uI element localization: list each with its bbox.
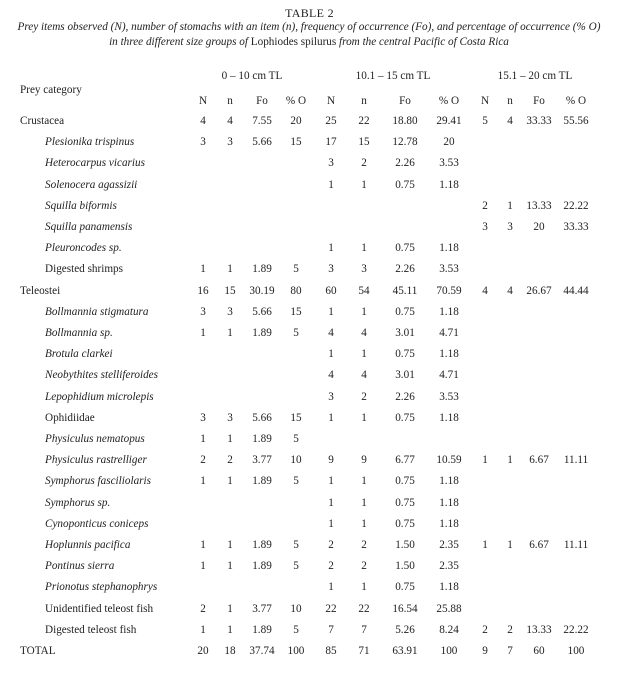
value-cell: 5 bbox=[293, 539, 299, 551]
value-cell: 60 bbox=[325, 284, 337, 297]
prey-category-cell: Squilla biformis bbox=[45, 199, 117, 212]
value-cell: 1 bbox=[328, 411, 334, 424]
value-cell: 0.75 bbox=[395, 517, 415, 530]
value-cell: 1.89 bbox=[252, 560, 272, 573]
value-cell: 10.59 bbox=[436, 454, 462, 467]
value-cell: 3 bbox=[482, 221, 488, 233]
column-header: N bbox=[326, 95, 336, 107]
value-cell: 0.75 bbox=[395, 178, 415, 191]
value-cell: 13.33 bbox=[526, 623, 552, 636]
value-cell: 2.26 bbox=[395, 390, 415, 403]
value-cell: 16 bbox=[197, 284, 209, 297]
value-cell: 55.56 bbox=[563, 115, 589, 127]
value-cell: 0.75 bbox=[395, 411, 415, 424]
value-cell: 1 bbox=[482, 539, 488, 551]
value-cell: 1 bbox=[200, 327, 206, 339]
column-header: Fo bbox=[399, 95, 411, 107]
value-cell: 2 bbox=[361, 157, 367, 170]
value-cell: 80 bbox=[290, 284, 302, 297]
table-row bbox=[0, 412, 619, 432]
value-cell: 2 bbox=[361, 539, 367, 551]
prey-category-cell: Symphorus fasciliolaris bbox=[45, 475, 151, 488]
column-header: N bbox=[480, 95, 490, 107]
value-cell: 11.11 bbox=[563, 539, 589, 551]
value-cell: 1 bbox=[227, 539, 233, 551]
column-header: Fo bbox=[533, 95, 545, 107]
value-cell: 3 bbox=[227, 136, 233, 149]
value-cell: 3 bbox=[227, 305, 233, 318]
group-header-0-10: 0 – 10 cm TL bbox=[221, 70, 283, 82]
value-cell: 22 bbox=[358, 115, 370, 127]
value-cell: 1 bbox=[361, 411, 367, 424]
value-cell: 1 bbox=[361, 348, 367, 361]
value-cell: 1.89 bbox=[252, 327, 272, 339]
value-cell: 1 bbox=[361, 178, 367, 191]
value-cell: 1 bbox=[200, 433, 206, 445]
value-cell: 1.18 bbox=[439, 411, 459, 424]
value-cell: 0.75 bbox=[395, 305, 415, 318]
prey-category-cell: Neobythites stelliferoides bbox=[45, 369, 158, 382]
value-cell: 20 bbox=[197, 645, 209, 657]
prey-category-cell: Crustacea bbox=[20, 115, 65, 127]
table-row bbox=[0, 242, 619, 262]
value-cell: 3 bbox=[200, 305, 206, 318]
value-cell: 1 bbox=[507, 539, 513, 551]
table-row bbox=[0, 475, 619, 495]
value-cell: 5.66 bbox=[252, 136, 272, 149]
prey-category-cell: Heterocarpus vicarius bbox=[45, 157, 145, 170]
value-cell: 22 bbox=[358, 602, 370, 615]
value-cell: 2 bbox=[361, 560, 367, 573]
column-header: n bbox=[361, 95, 367, 107]
value-cell: 3.77 bbox=[252, 602, 272, 615]
value-cell: 25 bbox=[325, 115, 337, 127]
value-cell: 2.35 bbox=[439, 560, 459, 573]
prey-category-cell: Brotula clarkei bbox=[45, 348, 113, 361]
value-cell: 1.89 bbox=[252, 263, 272, 276]
value-cell: 1 bbox=[328, 517, 334, 530]
value-cell: 1 bbox=[227, 623, 233, 636]
value-cell: 10 bbox=[290, 454, 302, 467]
value-cell: 1.89 bbox=[252, 475, 272, 488]
value-cell: 15 bbox=[290, 411, 302, 424]
value-cell: 45.11 bbox=[392, 284, 418, 297]
value-cell: 3.77 bbox=[252, 454, 272, 467]
value-cell: 8.24 bbox=[439, 623, 459, 636]
value-cell: 9 bbox=[361, 454, 367, 467]
value-cell: 1 bbox=[200, 623, 206, 636]
table-row bbox=[0, 645, 619, 665]
value-cell: 1.18 bbox=[439, 242, 459, 255]
value-cell: 1.50 bbox=[395, 560, 415, 573]
value-cell: 22.22 bbox=[563, 199, 589, 212]
table-row bbox=[0, 327, 619, 347]
value-cell: 54 bbox=[358, 284, 370, 297]
value-cell: 5 bbox=[293, 475, 299, 488]
table-row bbox=[0, 560, 619, 580]
value-cell: 3 bbox=[507, 221, 513, 233]
value-cell: 85 bbox=[325, 645, 337, 657]
value-cell: 1.18 bbox=[439, 475, 459, 488]
value-cell: 5 bbox=[482, 115, 488, 127]
value-cell: 1.18 bbox=[439, 496, 459, 509]
prey-category-cell: Physiculus rastrelliger bbox=[45, 454, 147, 467]
value-cell: 100 bbox=[287, 645, 305, 657]
caption-lead: Prey items observed (N), number of stomachs with an item (n), frequency of occurrence (Fo), and percentage of occurrence (% O) in three different size groups of bbox=[17, 21, 601, 48]
value-cell: 4 bbox=[361, 327, 367, 339]
value-cell: 100 bbox=[567, 645, 585, 657]
value-cell: 4 bbox=[482, 284, 488, 297]
value-cell: 3.53 bbox=[439, 390, 459, 403]
value-cell: 1.50 bbox=[395, 539, 415, 551]
value-cell: 4.71 bbox=[439, 369, 459, 382]
value-cell: 0.75 bbox=[395, 496, 415, 509]
value-cell: 1 bbox=[227, 602, 233, 615]
table-row bbox=[0, 454, 619, 474]
column-header: n bbox=[227, 95, 233, 107]
table-row bbox=[0, 624, 619, 644]
value-cell: 1 bbox=[227, 475, 233, 488]
value-cell: 1 bbox=[328, 242, 334, 255]
value-cell: 1.18 bbox=[439, 305, 459, 318]
value-cell: 1 bbox=[507, 199, 513, 212]
prey-category-cell: Digested teleost fish bbox=[45, 623, 137, 636]
value-cell: 63.91 bbox=[392, 645, 418, 657]
value-cell: 7 bbox=[361, 623, 367, 636]
prey-category-cell: Digested shrimps bbox=[45, 263, 123, 276]
prey-category-cell: Hoplunnis pacifica bbox=[45, 539, 131, 551]
value-cell: 1 bbox=[361, 581, 367, 594]
value-cell: 1.18 bbox=[439, 581, 459, 594]
value-cell: 4 bbox=[328, 327, 334, 339]
value-cell: 1 bbox=[227, 263, 233, 276]
value-cell: 3 bbox=[361, 263, 367, 276]
value-cell: 17 bbox=[325, 136, 337, 149]
value-cell: 2 bbox=[328, 560, 334, 573]
prey-category-cell: Plesionika trispinus bbox=[45, 136, 135, 149]
value-cell: 15 bbox=[290, 136, 302, 149]
value-cell: 1 bbox=[361, 496, 367, 509]
value-cell: 100 bbox=[440, 645, 458, 657]
value-cell: 3.53 bbox=[439, 263, 459, 276]
value-cell: 15 bbox=[224, 284, 236, 297]
table-row bbox=[0, 263, 619, 283]
value-cell: 1 bbox=[482, 454, 488, 467]
value-cell: 6.67 bbox=[529, 539, 549, 551]
value-cell: 6.77 bbox=[395, 454, 415, 467]
prey-category-cell: Cynoponticus coniceps bbox=[45, 517, 149, 530]
value-cell: 15 bbox=[290, 305, 302, 318]
value-cell: 1.18 bbox=[439, 348, 459, 361]
value-cell: 18 bbox=[224, 645, 236, 657]
row-header-prey-category: Prey category bbox=[20, 84, 82, 96]
value-cell: 1 bbox=[328, 305, 334, 318]
value-cell: 13.33 bbox=[526, 199, 552, 212]
value-cell: 15 bbox=[358, 136, 370, 149]
value-cell: 5 bbox=[293, 327, 299, 339]
table-row bbox=[0, 603, 619, 623]
value-cell: 4 bbox=[227, 115, 233, 127]
value-cell: 3 bbox=[200, 136, 206, 149]
value-cell: 0.75 bbox=[395, 581, 415, 594]
table-row bbox=[0, 179, 619, 199]
column-header: Fo bbox=[256, 95, 268, 107]
value-cell: 33.33 bbox=[563, 221, 589, 233]
value-cell: 5.66 bbox=[252, 411, 272, 424]
value-cell: 1 bbox=[361, 305, 367, 318]
value-cell: 30.19 bbox=[249, 284, 275, 297]
table-row bbox=[0, 221, 619, 241]
value-cell: 1 bbox=[328, 348, 334, 361]
prey-category-cell: Teleostei bbox=[20, 284, 61, 297]
value-cell: 7.55 bbox=[252, 115, 272, 127]
value-cell: 4.71 bbox=[439, 327, 459, 339]
prey-category-cell: Solenocera agassizii bbox=[45, 178, 138, 191]
value-cell: 25.88 bbox=[436, 602, 462, 615]
prey-category-cell: Bollmannia stigmatura bbox=[45, 305, 149, 318]
value-cell: 1 bbox=[200, 263, 206, 276]
value-cell: 3.01 bbox=[395, 369, 415, 382]
value-cell: 0.75 bbox=[395, 348, 415, 361]
value-cell: 20 bbox=[533, 221, 545, 233]
value-cell: 2.35 bbox=[439, 539, 459, 551]
group-header-10-15: 10.1 – 15 cm TL bbox=[355, 70, 431, 82]
value-cell: 20 bbox=[443, 136, 455, 149]
value-cell: 3 bbox=[328, 390, 334, 403]
value-cell: 5 bbox=[293, 433, 299, 445]
table-row bbox=[0, 391, 619, 411]
value-cell: 3.01 bbox=[395, 327, 415, 339]
table-row bbox=[0, 306, 619, 326]
value-cell: 2 bbox=[507, 623, 513, 636]
prey-category-cell: Squilla panamensis bbox=[45, 221, 133, 233]
value-cell: 5 bbox=[293, 623, 299, 636]
column-header: % O bbox=[438, 95, 460, 107]
table-row bbox=[0, 369, 619, 389]
table-row bbox=[0, 200, 619, 220]
value-cell: 5.66 bbox=[252, 305, 272, 318]
value-cell: 71 bbox=[358, 645, 370, 657]
value-cell: 4 bbox=[507, 115, 513, 127]
prey-category-cell: Prionotus stephanophrys bbox=[45, 581, 158, 594]
value-cell: 22 bbox=[325, 602, 337, 615]
table-row bbox=[0, 285, 619, 305]
column-header: % O bbox=[285, 95, 307, 107]
prey-category-cell: Physiculus nematopus bbox=[45, 433, 145, 445]
table-row bbox=[0, 157, 619, 177]
prey-category-cell: Bollmannia sp. bbox=[45, 327, 113, 339]
value-cell: 3 bbox=[328, 263, 334, 276]
value-cell: 4 bbox=[507, 284, 513, 297]
value-cell: 2 bbox=[227, 454, 233, 467]
value-cell: 1 bbox=[200, 475, 206, 488]
value-cell: 2.26 bbox=[395, 157, 415, 170]
value-cell: 4 bbox=[361, 369, 367, 382]
value-cell: 6.67 bbox=[529, 454, 549, 467]
value-cell: 5 bbox=[293, 560, 299, 573]
value-cell: 1.18 bbox=[439, 178, 459, 191]
value-cell: 4 bbox=[200, 115, 206, 127]
value-cell: 1.89 bbox=[252, 539, 272, 551]
prey-category-cell: Lepophidium microlepis bbox=[45, 390, 154, 403]
value-cell: 2 bbox=[200, 602, 206, 615]
prey-category-cell: Pleuroncodes sp. bbox=[45, 242, 122, 255]
value-cell: 3 bbox=[227, 411, 233, 424]
value-cell: 3 bbox=[328, 157, 334, 170]
value-cell: 2 bbox=[200, 454, 206, 467]
column-header: N bbox=[198, 95, 208, 107]
caption-species: Lophiodes spilurus bbox=[250, 36, 337, 48]
value-cell: 1 bbox=[200, 539, 206, 551]
value-cell: 1 bbox=[328, 496, 334, 509]
value-cell: 12.78 bbox=[392, 136, 418, 149]
value-cell: 1.89 bbox=[252, 433, 272, 445]
table-row bbox=[0, 497, 619, 517]
table-row bbox=[0, 433, 619, 453]
value-cell: 9 bbox=[482, 645, 488, 657]
value-cell: 29.41 bbox=[436, 115, 462, 127]
value-cell: 2 bbox=[482, 623, 488, 636]
prey-category-cell: Pontinus sierra bbox=[45, 560, 115, 573]
value-cell: 1 bbox=[361, 475, 367, 488]
column-header: % O bbox=[565, 95, 587, 107]
value-cell: 16.54 bbox=[392, 602, 418, 615]
value-cell: 3.53 bbox=[439, 157, 459, 170]
value-cell: 2 bbox=[328, 539, 334, 551]
table-row bbox=[0, 518, 619, 538]
value-cell: 2 bbox=[482, 199, 488, 212]
value-cell: 10 bbox=[290, 602, 302, 615]
table-caption bbox=[14, 20, 604, 50]
value-cell: 4 bbox=[328, 369, 334, 382]
table-row bbox=[0, 115, 619, 135]
value-cell: 2 bbox=[361, 390, 367, 403]
value-cell: 11.11 bbox=[563, 454, 589, 467]
value-cell: 7 bbox=[328, 623, 334, 636]
value-cell: 3 bbox=[200, 411, 206, 424]
value-cell: 1 bbox=[227, 560, 233, 573]
value-cell: 7 bbox=[507, 645, 513, 657]
value-cell: 1 bbox=[200, 560, 206, 573]
value-cell: 1 bbox=[227, 433, 233, 445]
table-row bbox=[0, 136, 619, 156]
table-row bbox=[0, 581, 619, 601]
table-row bbox=[0, 348, 619, 368]
value-cell: 70.59 bbox=[436, 284, 462, 297]
value-cell: 60 bbox=[533, 645, 545, 657]
value-cell: 37.74 bbox=[249, 645, 275, 657]
group-header-15-20: 15.1 – 20 cm TL bbox=[497, 70, 573, 82]
table-title: TABLE 2 bbox=[285, 6, 334, 20]
value-cell: 1.18 bbox=[439, 517, 459, 530]
value-cell: 0.75 bbox=[395, 475, 415, 488]
column-header: n bbox=[507, 95, 513, 107]
caption-tail: from the central Pacific of Costa Rica bbox=[336, 36, 509, 48]
table-row bbox=[0, 539, 619, 559]
value-cell: 1 bbox=[507, 454, 513, 467]
value-cell: 1 bbox=[361, 517, 367, 530]
value-cell: 9 bbox=[328, 454, 334, 467]
value-cell: 18.80 bbox=[392, 115, 418, 127]
prey-category-cell: Symphorus sp. bbox=[45, 496, 111, 509]
value-cell: 1.89 bbox=[252, 623, 272, 636]
value-cell: 1 bbox=[328, 581, 334, 594]
prey-category-cell: TOTAL bbox=[20, 645, 56, 657]
value-cell: 20 bbox=[290, 115, 302, 127]
value-cell: 0.75 bbox=[395, 242, 415, 255]
value-cell: 22.22 bbox=[563, 623, 589, 636]
value-cell: 33.33 bbox=[526, 115, 552, 127]
value-cell: 5.26 bbox=[395, 623, 415, 636]
value-cell: 26.67 bbox=[526, 284, 552, 297]
value-cell: 2.26 bbox=[395, 263, 415, 276]
value-cell: 1 bbox=[227, 327, 233, 339]
value-cell: 1 bbox=[328, 178, 334, 191]
value-cell: 1 bbox=[328, 475, 334, 488]
value-cell: 5 bbox=[293, 263, 299, 276]
prey-category-cell: Ophidiidae bbox=[45, 411, 95, 424]
value-cell: 44.44 bbox=[563, 284, 589, 297]
value-cell: 1 bbox=[361, 242, 367, 255]
prey-category-cell: Unidentified teleost fish bbox=[45, 602, 154, 615]
